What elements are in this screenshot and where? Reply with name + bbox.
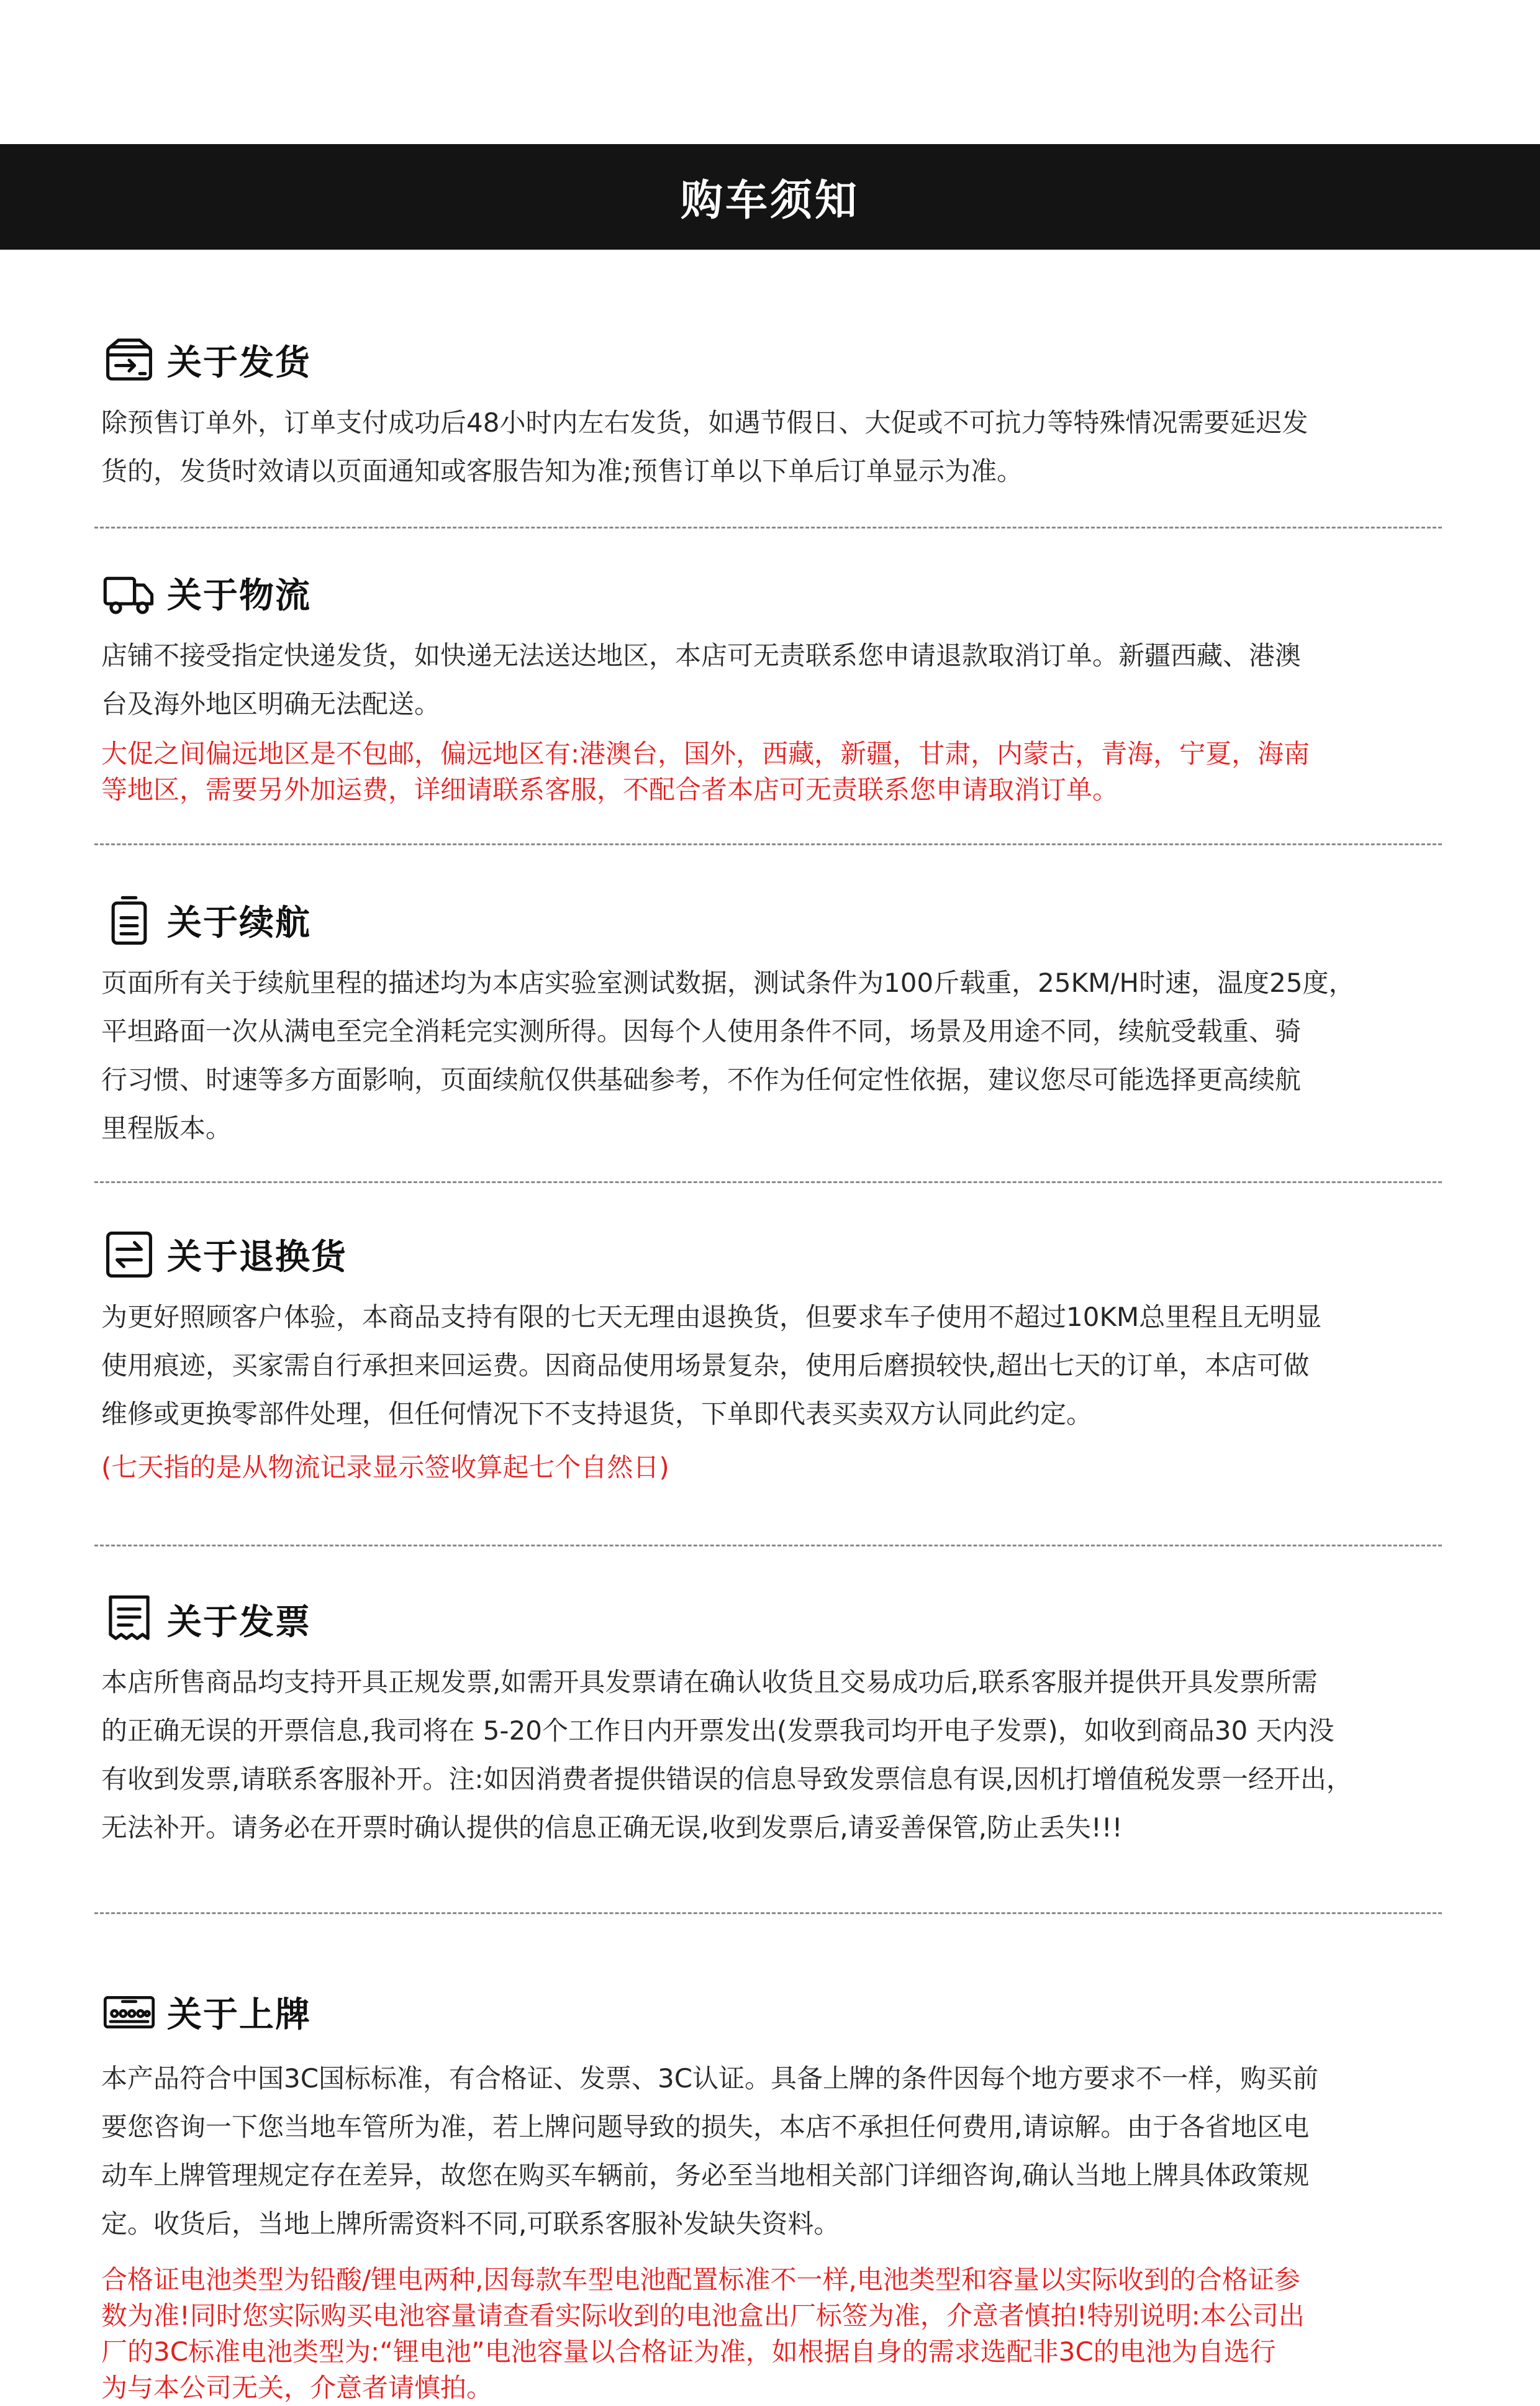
section-title: 关于发货: [167, 343, 311, 383]
receipt-icon: [101, 1592, 157, 1648]
battery-icon: [101, 892, 157, 948]
section-title: 关于上牌: [167, 1995, 311, 2035]
section-header: [101, 1589, 1455, 1651]
section-text: 为更好照顾客户体验，本商品支持有限的七天无理由退换货，但要求车子使用不超过10KM总里程且无明显 使用痕迹，买家需自行承担来回运费。因商品使用场景复杂，使用后磨损较快,超出七天的订单，本店可做 维修或更换零部件处理，但任何情况下不支持退货，下单即代表买卖双方认同此约定。: [101, 1302, 1322, 1429]
divider: [94, 1545, 1442, 1546]
page-title: 购车须知: [680, 176, 859, 225]
section-title: 关于发票: [167, 1602, 311, 1643]
section-header: [101, 562, 1455, 624]
section-plate: [101, 1981, 1455, 2406]
section-title: 关于物流: [167, 576, 311, 616]
section-header: [101, 329, 1455, 391]
section-title: 关于续航: [167, 903, 311, 943]
section-logistics: [101, 562, 1455, 808]
section-note: 大促之间偏远地区是不包邮，偏远地区有:港澳台，国外，西藏，新疆，甘肃，内蒙古，青海，宁夏，海南 等地区，需要另外加运费，详细请联系客服，不配合者本店可无责联系您申请取消订单。: [101, 738, 1310, 805]
section-returns: [101, 1223, 1455, 1492]
shipping-box-icon: [101, 332, 157, 388]
section-note: 合格证电池类型为铅酸/锂电两种,因每款车型电池配置标准不一样,电池类型和容量以实际收到的合格证参 数为准!同时您实际购买电池容量请查看实际收到的电池盒出厂标签为准，介意者慎拍!特别说明:本公司出 厂的3C标准电池类型为:“锂电池”电池容量以合格证为准，如根据自身的需求选配非3C的电池为自选行 为与本公司无关，介意者请慎拍。: [101, 2264, 1305, 2403]
divider: [94, 1181, 1442, 1183]
section-note: (七天指的是从物流记录显示签收算起七个自然日): [101, 1452, 669, 1482]
section-header: [101, 1981, 1455, 2043]
divider: [94, 843, 1442, 845]
section-text: 本产品符合中国3C国标标准，有合格证、发票、3C认证。具备上牌的条件因每个地方要求不一样，购买前 要您咨询一下您当地车管所为准，若上牌问题导致的损失，本店不承担任何费用,请谅解。由于各省地区电 动车上牌管理规定存在差异，故您在购买车辆前，务必至当地相关部门详细咨询,确认当地上牌具体政策规 定。收货后，当地上牌所需资料不同,可联系客服补发缺失资料。: [101, 2063, 1319, 2239]
section-header: [101, 1223, 1455, 1286]
section-title: 关于退换货: [167, 1237, 347, 1278]
section-header: [101, 889, 1455, 951]
license-plate-icon: [101, 1984, 157, 2040]
section-invoice: [101, 1589, 1455, 1852]
section-text: 除预售订单外，订单支付成功后48小时内左右发货，如遇节假日、大促或不可抗力等特殊情况需要延迟发 货的，发货时效请以页面通知或客服告知为准;预售订单以下单后订单显示为准。: [101, 407, 1308, 486]
section-text: 页面所有关于续航里程的描述均为本店实验室测试数据，测试条件为100斤载重，25KM/H时速，温度25度， 平坦路面一次从满电至完全消耗完实测所得。因每个人使用条件不同，场景及用途不同，续航受载重、骑 行习惯、时速等多方面影响，页面续航仅供基础参考，不作为任何定性依据，建议您尽可能选择更高续航 里程版本。: [101, 968, 1355, 1143]
exchange-icon: [101, 1227, 157, 1282]
divider: [94, 1912, 1442, 1914]
header-banner: [0, 144, 1540, 250]
delivery-truck-icon: [101, 565, 157, 621]
section-text: 店铺不接受指定快递发货，如快递无法送达地区，本店可无责联系您申请退款取消订单。新疆西藏、港澳 台及海外地区明确无法配送。: [101, 640, 1302, 719]
section-range: [101, 889, 1455, 1153]
divider: [94, 527, 1442, 529]
section-text: 本店所售商品均支持开具正规发票,如需开具发票请在确认收货且交易成功后,联系客服并提供开具发票所需 的正确无误的开票信息,我司将在 5-20个工作日内开票发出(发票我司均开电子发票)，如收到商品30 天内没 有收到发票,请联系客服补开。注:如因消费者提供错误的信息导致发票信息有误,因机打增值税发票一经开出， 无法补开。请务必在开票时确认提供的信息正确无误,收到发票后,请妥善保管,防止丢失!!!: [101, 1667, 1352, 1843]
section-shipping: [101, 329, 1455, 496]
